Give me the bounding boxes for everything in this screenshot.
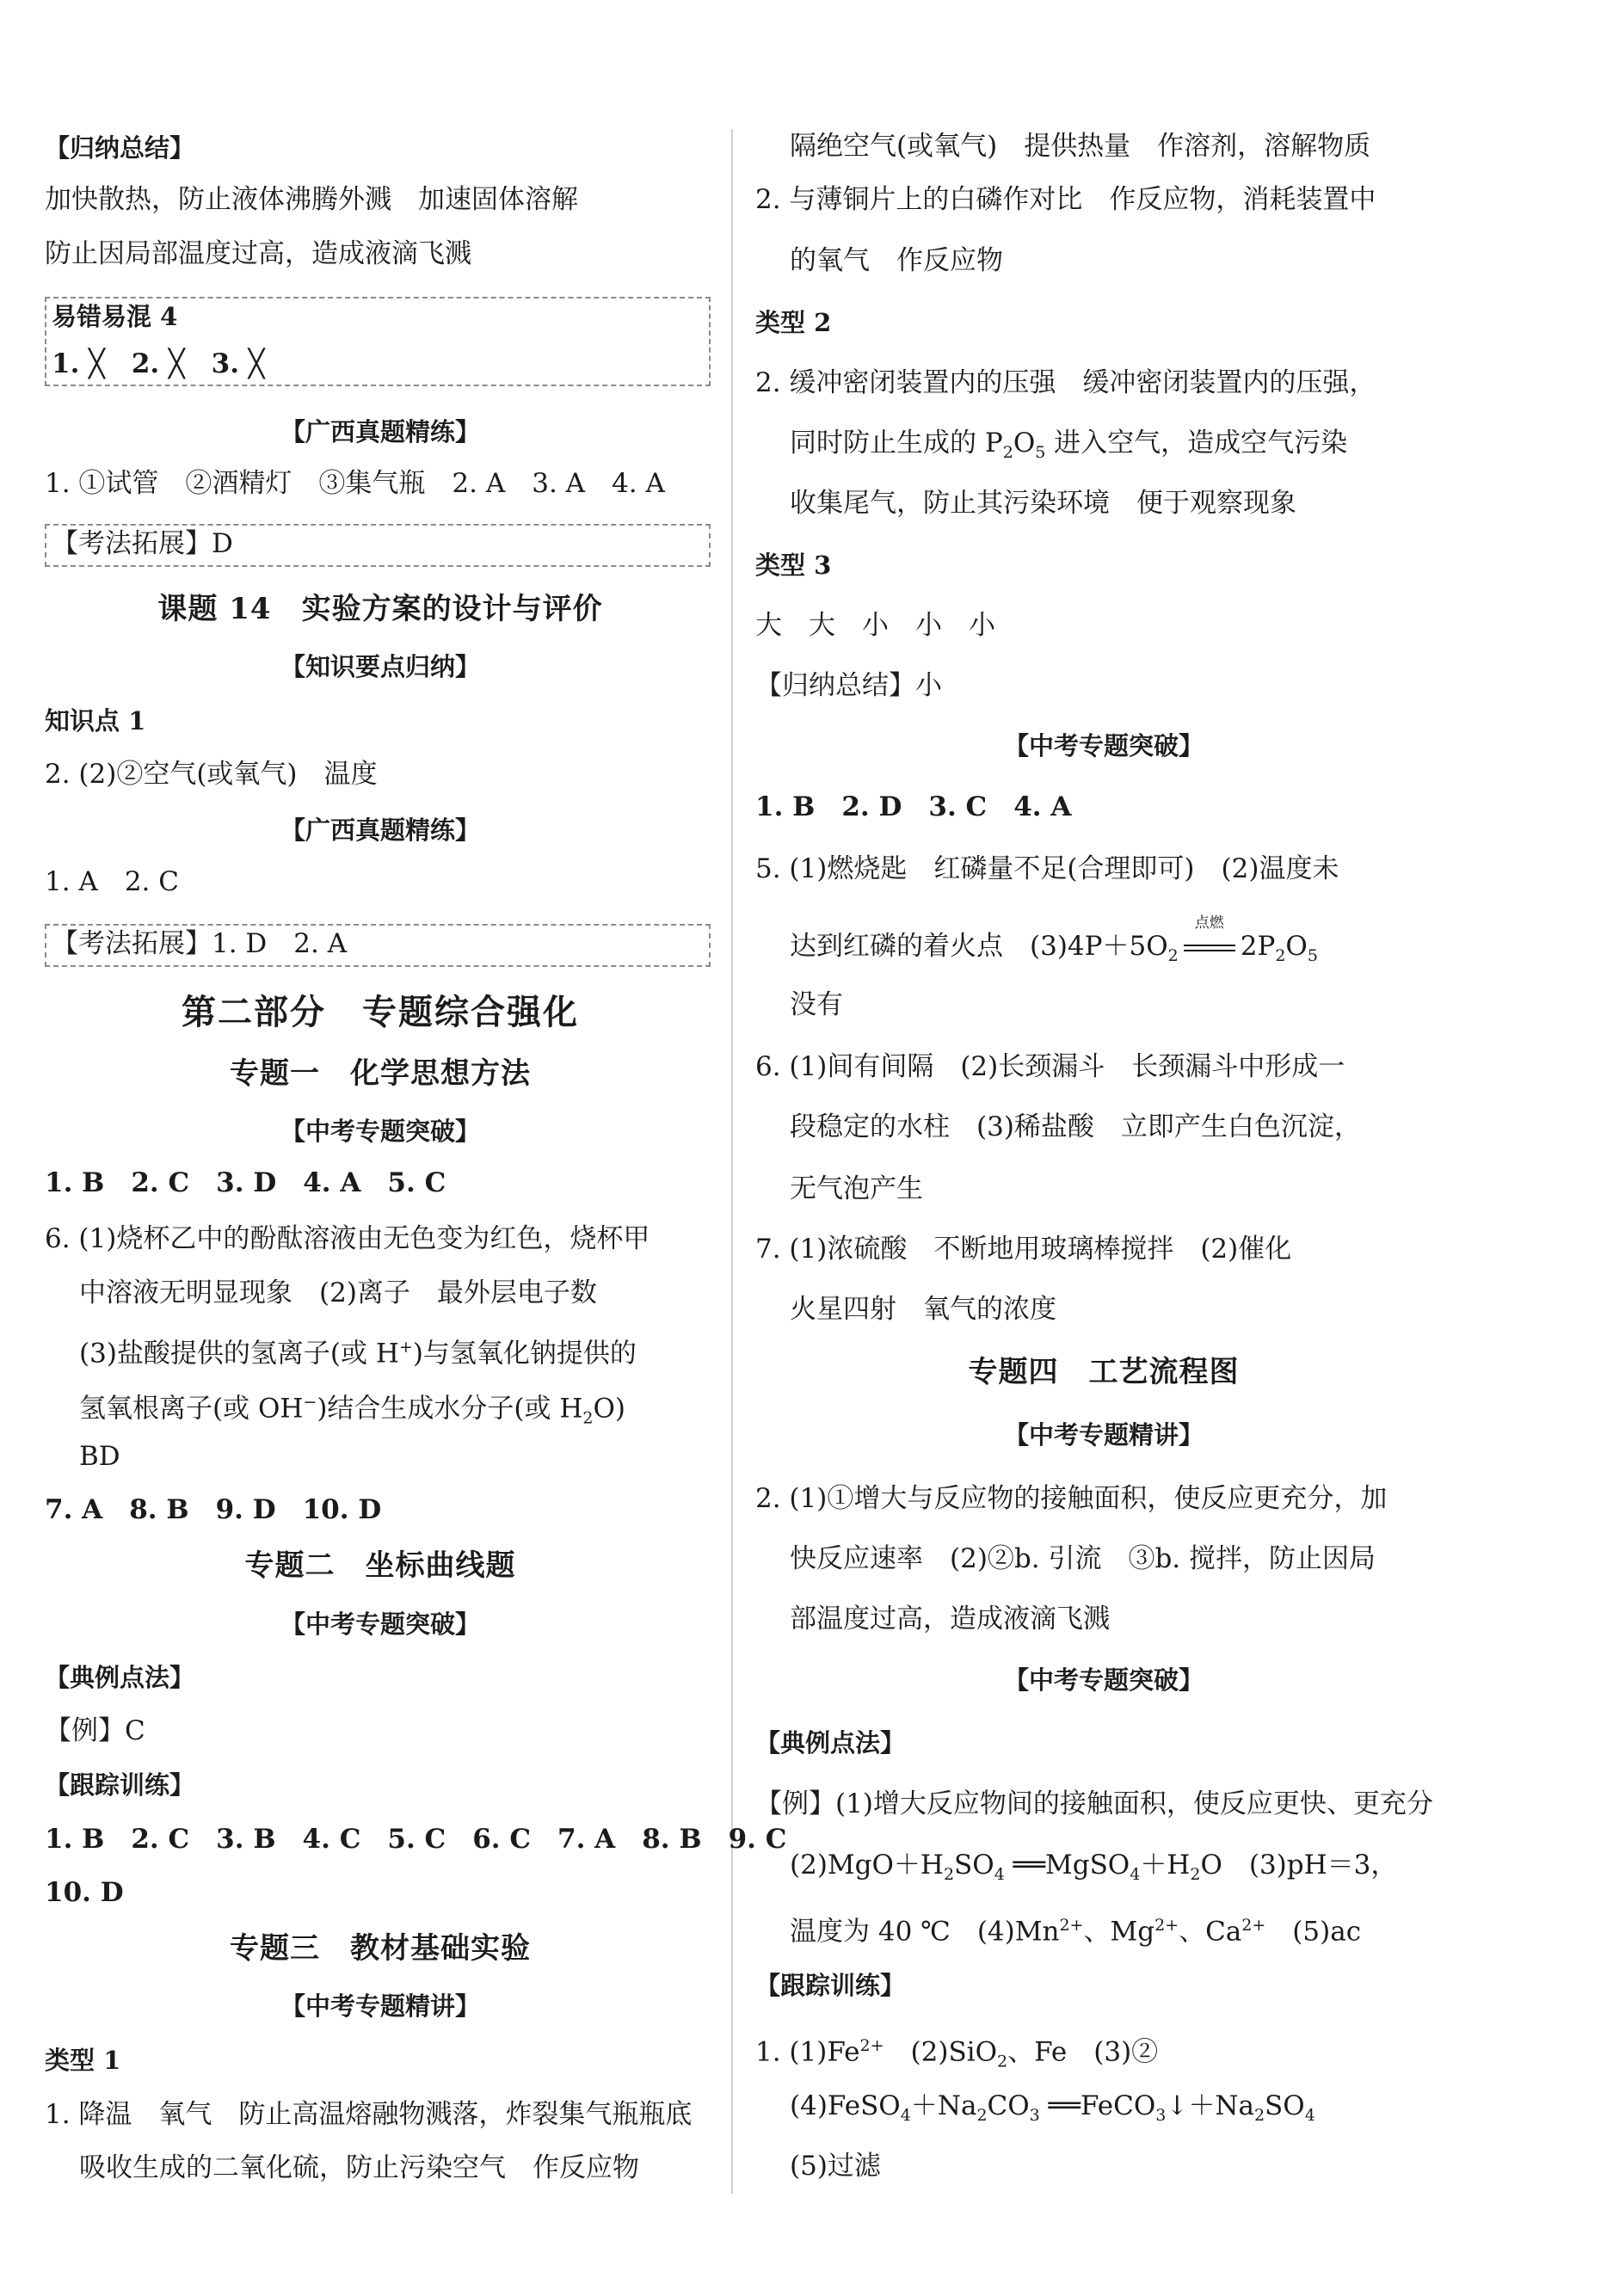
column-divider (731, 129, 733, 2194)
answer-line: 温度为 40 ℃ $(4)Mn^{2+}$、$Mg^{2+}$、$Ca^{2+}$ (5)ac (790, 1916, 1362, 1948)
heading-summary: 【归纳总结】 (45, 133, 195, 163)
heading-example: 【典例点法】 (45, 1663, 195, 1692)
left-column (45, 0, 787, 2296)
type-label: 类型 1 (45, 2046, 121, 2075)
topic-title: 专题二 坐标曲线题 (244, 1548, 516, 1583)
answer-line: (3)盐酸提供的氢离子(或 H+)与氢氧化钠提供的 (79, 1338, 637, 1370)
heading-breakthrough: 【中考专题突破】 (280, 1117, 480, 1146)
right-column (755, 0, 1452, 2296)
heading-example: 【典例点法】 (755, 1728, 906, 1757)
topic-title: 专题四 工艺流程图 (968, 1355, 1240, 1389)
answer-line: 2. 缓冲密闭装置内的压强 缓冲密闭装置内的压强， (755, 367, 1376, 398)
heading-easy-mistake: 易错易混 4 (52, 302, 178, 331)
answer-line: 2. (1)①增大与反应物的接触面积，使反应更充分，加 (755, 1483, 1388, 1514)
knowledge-point: 知识点 1 (45, 706, 146, 736)
answer-line: 1. B 2. C 3. D 4. A 5. C (45, 1167, 446, 1198)
answer-line: 1. B 2. D 3. C 4. A (755, 791, 1072, 822)
answer-line: 收集尾气，防止其污染环境 便于观察现象 (790, 488, 1296, 519)
answer-line: 1. ①试管 ②酒精灯 ③集气瓶 2. A 3. A 4. A (45, 468, 665, 499)
answer-line: 段稳定的水柱 (3)稀盐酸 立即产生白色沉淀， (790, 1111, 1361, 1142)
heading-knowledge: 【知识要点归纳】 (280, 652, 480, 681)
answer-line: 6. (1)烧杯乙中的酚酞溶液由无色变为红色，烧杯甲 (45, 1223, 650, 1254)
answer-line: 5. (1)燃烧匙 红磷量不足(合理即可) (2)温度未 (755, 853, 1339, 884)
method-extension: 【考法拓展】D (52, 528, 233, 559)
answer-line: 加快散热，防止液体沸腾外溅 加速固体溶解 (45, 184, 578, 215)
answer-line: 氢氧根离子(或 OH−)结合生成水分子(或 $H_2O$) (79, 1393, 626, 1428)
answer-line: 7. A 8. B 9. D 10. D (45, 1494, 382, 1525)
method-extension: 【考法拓展】1. D 2. A (52, 928, 348, 959)
heading-lecture: 【中考专题精讲】 (1003, 1420, 1204, 1450)
heading-breakthrough: 【中考专题突破】 (1003, 731, 1204, 760)
heading-breakthrough: 【中考专题突破】 (280, 1610, 480, 1639)
answer-line: 中溶液无明显现象 (2)离子 最外层电子数 (79, 1277, 597, 1308)
type-label: 类型 2 (755, 308, 832, 337)
answer-line: 1. ╳ 2. ╳ 3. ╳ (52, 348, 265, 379)
topic-title: 专题三 教材基础实验 (230, 1931, 531, 1966)
answer-line: 的氧气 作反应物 (790, 245, 1003, 276)
summary-answer: 【归纳总结】小 (755, 670, 942, 701)
answer-line: 防止因局部温度过高，造成液滴飞溅 (45, 238, 471, 269)
answer-line: 无气泡产生 (790, 1173, 923, 1204)
reaction-condition: 点燃 (1194, 914, 1224, 932)
answer-line: (5)过滤 (790, 2151, 881, 2182)
answer-line: 2. (2)②空气(或氧气) 温度 (45, 759, 378, 790)
answer-line: 10. D (45, 1877, 124, 1908)
answer-line: 2. 与薄铜片上的白磷作对比 作反应物，消耗装置中 (755, 184, 1376, 215)
heading-training: 【跟踪训练】 (45, 1770, 195, 1800)
heading-guangxi-practice: 【广西真题精练】 (280, 417, 480, 446)
heading-breakthrough: 【中考专题突破】 (1003, 1665, 1204, 1695)
answer-line: 7. (1)浓硫酸 不断地用玻璃棒搅拌 (2)催化 (755, 1234, 1292, 1265)
answer-line: 1. A 2. C (45, 866, 179, 897)
answer-line: 同时防止生成的 $P_2O_5$ 进入空气，造成空气污染 (790, 428, 1348, 463)
heading-training: 【跟踪训练】 (755, 1971, 906, 2000)
example-answer: 【例】C (45, 1715, 145, 1746)
equation-line: 达到红磷的着火点 $(3)4P+5O_2$ 点燃 $2P_2O_5$ (790, 914, 1318, 966)
answer-line: 火星四射 氧气的浓度 (790, 1294, 1056, 1325)
equation-line: $(4)FeSO_4+Na_2CO_3$ $══FeCO_3↓+Na_2SO_4$ (790, 2090, 1315, 2126)
equation-line: $(2)MgO+H_2SO_4$ $══MgSO_4+H_2O$ (3)pH＝3， (790, 1850, 1398, 1885)
part-title: 第二部分 专题综合强化 (182, 992, 579, 1032)
heading-lecture: 【中考专题精讲】 (280, 1991, 480, 2021)
answer-line: 部温度过高，造成液滴飞溅 (790, 1604, 1110, 1634)
answer-line: 1. B 2. C 3. B 4. C 5. C 6. C 7. A 8. B 9. C (45, 1824, 787, 1855)
answer-line: BD (79, 1441, 120, 1472)
answer-line: 快反应速率 (2)②b. 引流 ③b. 搅拌，防止因局 (790, 1543, 1376, 1574)
answer-line: 吸收生成的二氧化硫，防止污染空气 作反应物 (79, 2152, 639, 2183)
lesson-title: 课题 14 实验方案的设计与评价 (157, 592, 603, 626)
answer-line: 大 大 小 小 小 (755, 610, 995, 641)
answer-line: 没有 (790, 989, 843, 1020)
answer-line: 1. 降温 氧气 防止高温熔融物溅落，炸裂集气瓶瓶底 (45, 2099, 693, 2130)
answer-line: 1. $(1)Fe^{2+}$ (2)SiO$_2$、Fe (3)② (755, 2036, 1159, 2071)
answer-line: 6. (1)间有间隔 (2)长颈漏斗 长颈漏斗中形成一 (755, 1051, 1345, 1082)
topic-title: 专题一 化学思想方法 (230, 1056, 531, 1091)
example-answer: 【例】(1)增大反应物间的接触面积，使反应更快、更充分 (755, 1788, 1433, 1819)
type-label: 类型 3 (755, 551, 832, 580)
answer-line: 隔绝空气(或氧气) 提供热量 作溶剂，溶解物质 (790, 131, 1371, 162)
equals-sign (1184, 945, 1235, 951)
heading-guangxi-practice: 【广西真题精练】 (280, 816, 480, 845)
